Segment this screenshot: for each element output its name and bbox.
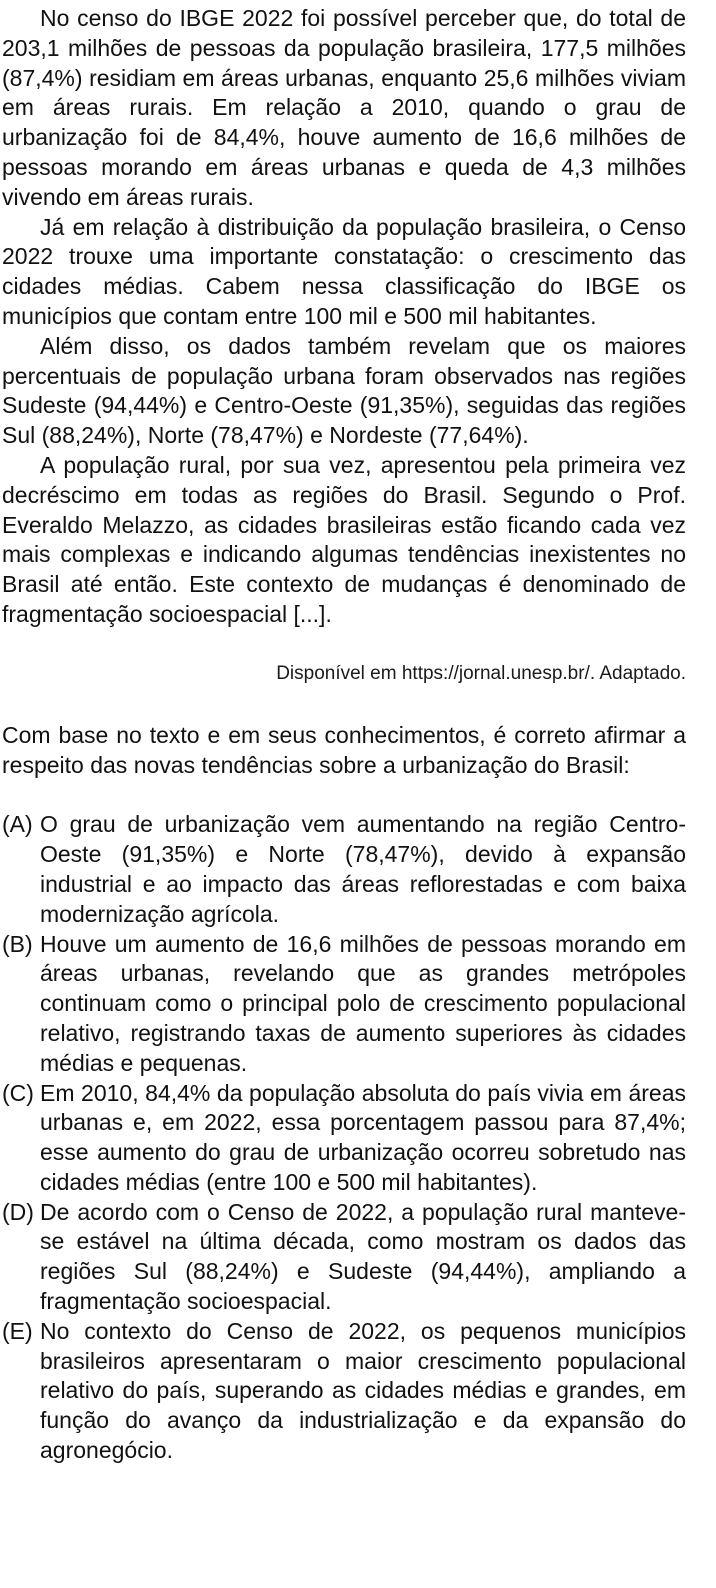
answer-options [2,810,686,1466]
text-paragraph-3: Além disso, os dados também revelam que os maiores percentuais de população urbana foram observados nas regiões Sudeste (94,44%) e Centro-Oeste (91,35%), seguidas das regiões Sul (88,24%), Norte (78,47%) e Nordeste (77,64%). [2,332,686,449]
option-text: Houve um aumento de 16,6 milhões de pessoas morando em áreas urbanas, revelando que as grandes metrópoles continuam como o principal polo de crescimento populacional relativo, registrando taxas de aumento superiores às cidades médias e pequenas. [40,930,686,1076]
option-text: O grau de urbanização vem aumentando na região Centro-Oeste (91,35%) e Norte (78,47%), devido à expansão industrial e ao impacto das áreas reflorestadas e com baixa modernização agrícola. [40,811,686,927]
text-paragraph-2: Já em relação à distribuição da população brasileira, o Censo 2022 trouxe uma importante constatação: o crescimento das cidades médias. Cabem nessa classificação do IBGE os municípios que contam entre 100 mil e 500 mil habitantes. [2,213,686,329]
option-d[interactable] [2,1198,686,1317]
source-citation: Disponível em https://jornal.unesp.br/. Adaptado. [276,662,686,684]
text-paragraph-1: No censo do IBGE 2022 foi possível perceber que, do total de 203,1 milhões de pessoas da população brasileira, 177,5 milhões (87,4%) residiam em áreas urbanas, enquanto 25,6 milhões viviam em áreas rurais. Em relação a 2010, quando o grau de urbanização foi de 84,4%, houve aumento de 16,6 milhões de pessoas morando em áreas urbanas e queda de 4,3 milhões vivendo em áreas rurais. [2,5,686,210]
option-b[interactable] [2,930,686,1079]
option-e[interactable] [2,1317,686,1466]
option-text: No contexto do Censo de 2022, os pequenos municípios brasileiros apresentaram o maior crescimento populacional relativo do país, superando as cidades médias e grandes, em função do avanço da industrialização e da expansão do agronegócio. [40,1317,686,1464]
option-letter: (E) [2,1317,33,1344]
option-text: Em 2010, 84,4% da população absoluta do país vivia em áreas urbanas e, em 2022, essa porcentagem passou para 87,4%; esse aumento do grau de urbanização ocorreu sobretudo nas cidades médias (entre 100 e 500 mil habitantes). [40,1079,686,1195]
option-letter: (C) [2,1079,34,1106]
option-text: De acordo com o Censo de 2022, a população rural manteve-se estável na última década, como mostram os dados das regiões Sul (88,24%) e Sudeste (94,44%), ampliando a fragmentação socioespacial. [40,1198,686,1315]
option-a[interactable] [2,810,686,929]
option-c[interactable] [2,1079,686,1198]
option-letter: (B) [2,930,33,957]
question-prompt: Com base no texto e em seus conhecimentos, é correto afirmar a respeito das novas tendências sobre a urbanização do Brasil: [2,721,686,778]
option-letter: (D) [2,1198,34,1225]
source-text [2,4,686,687]
question-block [2,721,686,1466]
text-paragraph-4: A população rural, por sua vez, apresentou pela primeira vez decréscimo em todas as regiões do Brasil. Segundo o Prof. Everaldo Melazzo, as cidades brasileiras estão ficando cada vez mais complexas e indicando algumas tendências inexistentes no Brasil até então. Este contexto de mudanças é denominado de fragmentação socioespacial [...]. [2,451,686,627]
option-letter: (A) [2,811,33,838]
